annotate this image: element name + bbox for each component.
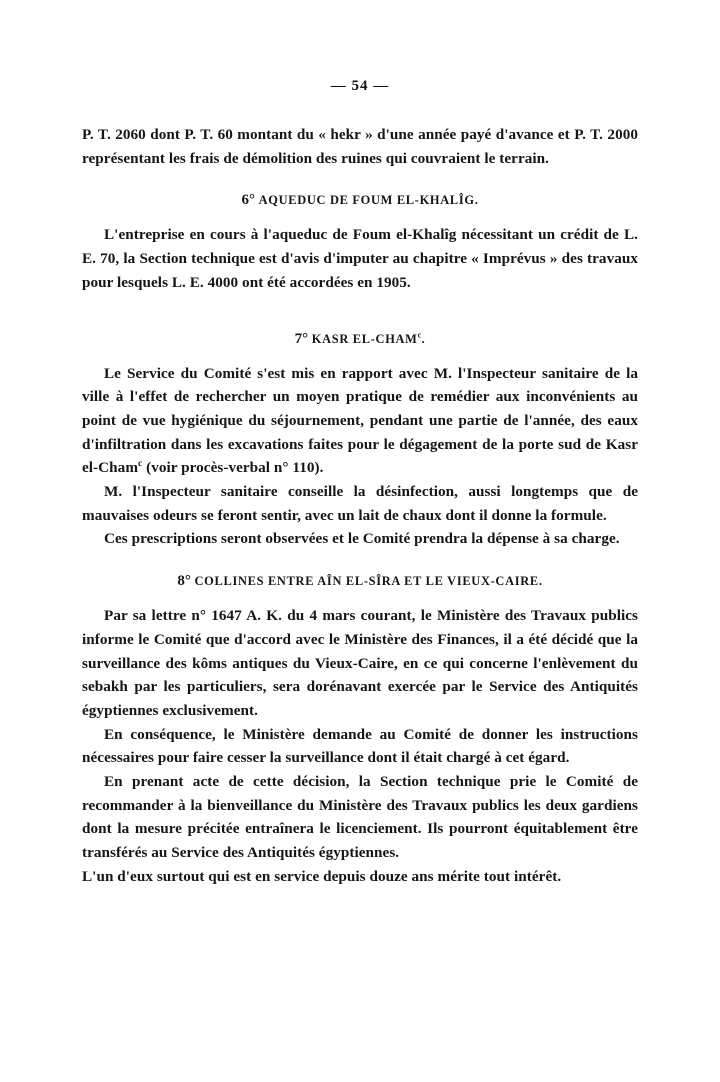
paragraph-section7-1-text: Le Service du Comité s'est mis en rapport avec M. l'Inspecteur sanitaire de la ville à l'effet de rechercher un moyen pratique de remédier aux inconvénients au point de vue hygiénique du séjournement, pendant une partie de l'année, des eaux d'infiltration dans les excavations faites pour le dégagement de la porte sud de Kasr el-Cham <box>82 364 638 477</box>
section-number-6: 6° <box>241 192 255 209</box>
section-number-7: 7° <box>294 330 309 347</box>
section-heading-6 <box>82 192 638 209</box>
section-heading-7 <box>82 331 638 348</box>
spacer <box>82 551 638 559</box>
section-title-8: COLLINES ENTRE AÎN EL-SÎRA ET LE VIEUX-CAIRE. <box>194 574 543 589</box>
section-number-8: 8° <box>177 573 191 590</box>
section-title-7: KASR EL-CHAM <box>311 331 418 346</box>
paragraph-section8-1: Par sa lettre n° 1647 A. K. du 4 mars courant, le Ministère des Travaux publics informe le Comité que d'accord avec le Ministère des Finances, il a été décidé que la surveillance des kôms antiques du Vieux-Caire, en ce qui concerne l'enlèvement du sebakh par les particuliers, sera dorénavant exercée par le Service des Antiquités égyptiennes exclusivement. <box>82 607 638 719</box>
section-title-7-superscript: c <box>417 330 422 340</box>
section-title-7-end: . <box>421 331 426 346</box>
paragraph-section7-1-end: (voir procès-verbal n° 110). <box>142 459 324 477</box>
section-title-6: AQUEDUC DE FOUM EL-KHALÎG. <box>258 193 479 208</box>
paragraph-section8-3: En prenant acte de cette décision, la Section technique prie le Comité de recommander à la bienveillance du Ministère des Travaux publics les deux gardiens dont la mesure précitée entraînera le licenciement. Ils pourront équitablement être transférés au Service des Antiquités égyptiennes. <box>82 773 638 862</box>
paragraph-section7-1-superscript: c <box>138 459 143 470</box>
paragraph-section7-2: M. l'Inspecteur sanitaire conseille la désinfection, aussi longtemps que de mauvaises odeurs se feront sentir, avec un lait de chaux dont il donne la formule. <box>82 483 638 524</box>
spacer <box>82 170 638 178</box>
paragraph-section7-3: Ces prescriptions seront observées et le Comité prendra la dépense à sa charge. <box>104 530 620 548</box>
page-number: — 54 — <box>330 78 390 94</box>
paragraph-section7-1 <box>82 362 638 481</box>
paragraph-section8-2: En conséquence, le Ministère demande au Comité de donner les instructions nécessaires pour faire cesser la surveillance dont il était chargé à cet égard. <box>82 725 638 767</box>
paragraph-section8-4: L'un d'eux surtout qui est en service depuis douze ans mérite tout intérêt. <box>82 867 562 885</box>
paragraph-intro: P. T. 2060 dont P. T. 60 montant du « hekr » d'une année payé d'avance et P. T. 2000 représentant les frais de démolition des ruines qui couvraient le terrain. <box>82 126 638 167</box>
spacer <box>82 295 638 317</box>
section-heading-8 <box>82 573 638 590</box>
paragraph-section6: L'entreprise en cours à l'aqueduc de Foum el-Khalîg nécessitant un crédit de L. E. 70, la Section technique est d'avis d'imputer au chapitre « Imprévus » des travaux pour lesquels L. E. 4000 ont été accordées en 1905. <box>82 226 638 291</box>
